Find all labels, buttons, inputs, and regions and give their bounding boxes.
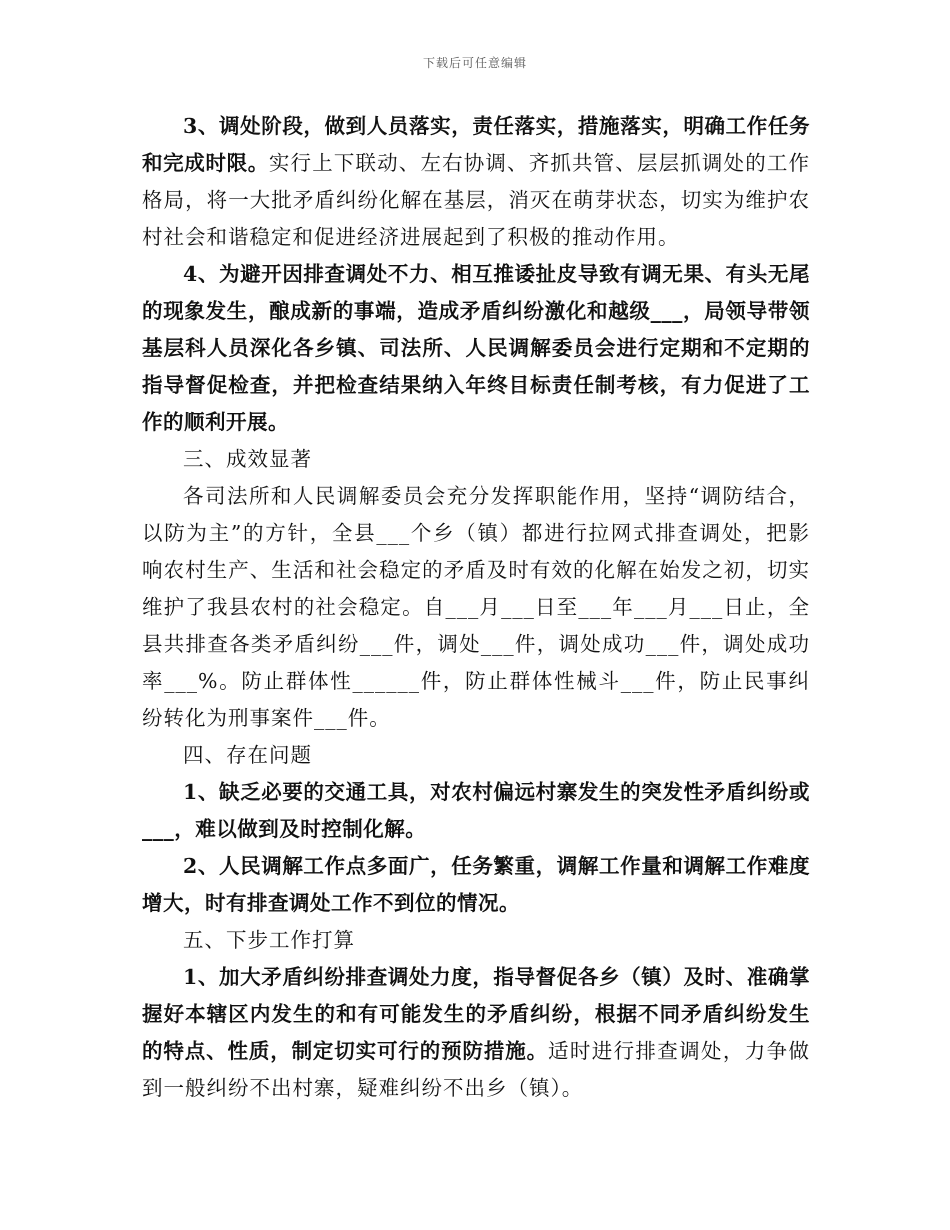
paragraph-avoid-escalation [142,256,810,441]
document-body [142,108,810,1107]
paragraph-problem-workload-bold: 2、人民调解工作点多面广，任务繁重，调解工作量和调解工作难度增大，时有排查调处工作不到位的情况。 [142,854,810,915]
paragraph-results-stats-normal: 各司法所和人民调解委员会充分发挥职能作用，坚持“调防结合，以防为主”的方针，全县___个乡（镇）都进行拉网式排查调处，把影响农村生产、生活和社会稳定的矛盾及时有效的化解在始发之初，切实维护了我县农村的社会稳定。自___月___日至___年___月___日止，全县共排查各类矛盾纠纷___件，调处___件，调处成功___件，调处成功率___%。防止群体性______件，防止群体性械斗___件，防止民事纠纷转化为刑事案件___件。 [142,484,810,730]
paragraph-avoid-escalation-bold: 4、为避开因排查调处不力、相互推诿扯皮导致有调无果、有头无尾的现象发生，酿成新的事端，造成矛盾纠纷激化和越级___，局领导带领基层科人员深化各乡镇、司法所、人民调解委员会进行定期和不定期的指导督促检查，并把检查结果纳入年终目标责任制考核，有力促进了工作的顺利开展。 [142,262,810,434]
section-heading-problems-text: 四、存在问题 [183,743,312,767]
paragraph-mediation-stage-bold: 3、调处阶段，做到人员落实，责任落实，措施落实，明确工作任务和完成时限。 [142,114,810,175]
paragraph-problem-transport-bold: 1、缺乏必要的交通工具，对农村偏远村寨发生的突发性矛盾纠纷或___，难以做到及时控制化解。 [142,780,810,841]
paragraph-problem-workload [142,848,810,922]
paragraph-mediation-stage-normal: 实行上下联动、左右协调、齐抓共管、层层抓调处的工作格局，将一大批矛盾纠纷化解在基层，消灭在萌芽状态，切实为维护农村社会和谐稳定和促进经济进展起到了积极的推动作用。 [142,151,811,249]
paragraph-mediation-stage [142,108,810,256]
paragraph-problem-transport [142,774,810,848]
section-heading-problems [142,737,810,774]
section-heading-next-steps [142,922,810,959]
section-heading-results-text: 三、成效显著 [183,447,312,471]
paragraph-next-step-investigation [142,959,810,1107]
section-heading-results [142,441,810,478]
paragraph-next-step-investigation-normal: 适时进行排查调处，力争做到一般纠纷不出村寨，疑难纠纷不出乡（镇）。 [142,1039,811,1100]
section-heading-next-steps-text: 五、下步工作打算 [183,928,355,952]
paragraph-results-stats [142,478,810,737]
page-header: 下载后可任意编辑 [422,56,527,70]
paragraph-next-step-investigation-bold: 1、加大矛盾纠纷排查调处力度，指导督促各乡（镇）及时、准确掌握好本辖区内发生的和有可能发生的矛盾纠纷，根据不同矛盾纠纷发生的特点、性质，制定切实可行的预防措施。 [142,965,810,1063]
